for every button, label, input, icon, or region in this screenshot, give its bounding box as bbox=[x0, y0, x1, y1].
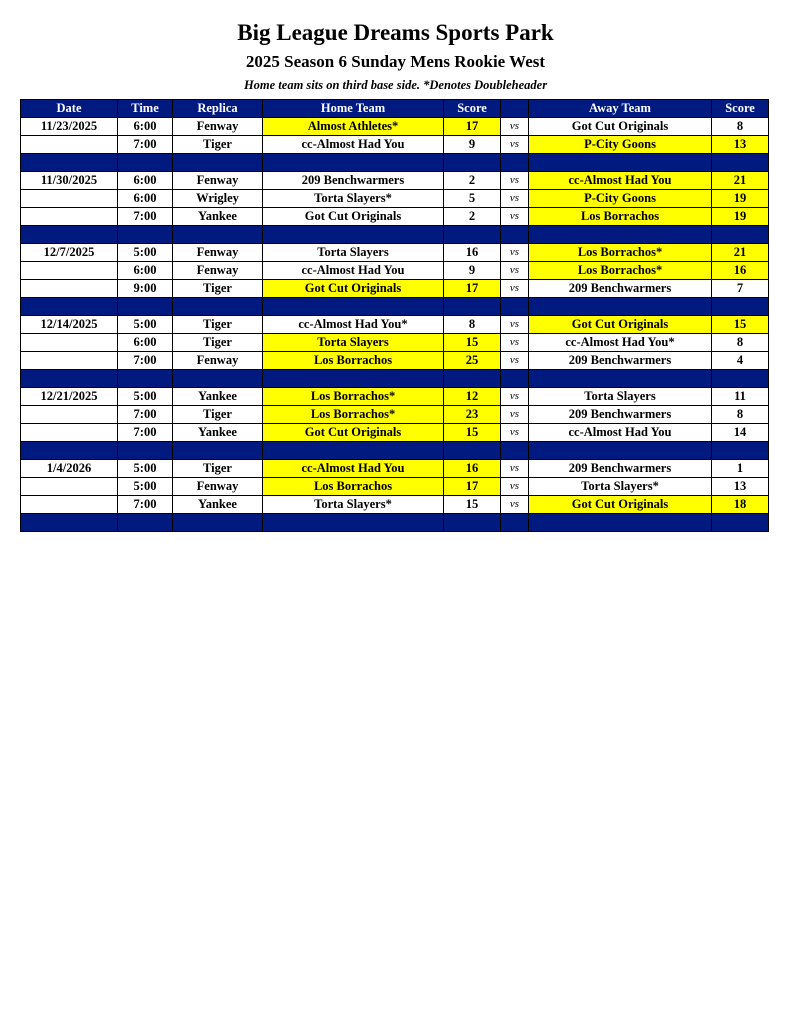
vs-label: vs bbox=[501, 460, 529, 478]
game-time: 5:00 bbox=[118, 388, 173, 406]
col-header-away-team: Away Team bbox=[529, 100, 712, 118]
away-team: Los Borrachos* bbox=[529, 244, 712, 262]
game-row bbox=[21, 352, 769, 370]
home-team: Torta Slayers bbox=[263, 334, 444, 352]
game-date: 1/4/2026 bbox=[21, 460, 118, 478]
home-score: 16 bbox=[444, 460, 501, 478]
away-score: 19 bbox=[712, 190, 769, 208]
game-date bbox=[21, 352, 118, 370]
away-score: 18 bbox=[712, 496, 769, 514]
separator-cell bbox=[712, 154, 769, 172]
separator-cell bbox=[529, 226, 712, 244]
separator-cell bbox=[263, 370, 444, 388]
game-time: 6:00 bbox=[118, 172, 173, 190]
away-score: 13 bbox=[712, 478, 769, 496]
col-header-home-score: Score bbox=[444, 100, 501, 118]
game-date bbox=[21, 208, 118, 226]
game-replica: Fenway bbox=[173, 244, 263, 262]
home-team: Almost Athletes* bbox=[263, 118, 444, 136]
away-team: Torta Slayers bbox=[529, 388, 712, 406]
away-team: 209 Benchwarmers bbox=[529, 460, 712, 478]
game-row bbox=[21, 424, 769, 442]
game-row bbox=[21, 244, 769, 262]
vs-label: vs bbox=[501, 244, 529, 262]
home-score: 9 bbox=[444, 262, 501, 280]
away-score: 16 bbox=[712, 262, 769, 280]
game-replica: Fenway bbox=[173, 262, 263, 280]
home-team: cc-Almost Had You* bbox=[263, 316, 444, 334]
vs-label: vs bbox=[501, 136, 529, 154]
separator-cell bbox=[173, 514, 263, 532]
week-separator bbox=[21, 226, 769, 244]
away-score: 4 bbox=[712, 352, 769, 370]
game-replica: Tiger bbox=[173, 460, 263, 478]
game-time: 7:00 bbox=[118, 496, 173, 514]
separator-cell bbox=[118, 514, 173, 532]
game-date bbox=[21, 262, 118, 280]
away-team: Got Cut Originals bbox=[529, 496, 712, 514]
separator-cell bbox=[263, 514, 444, 532]
home-team: Los Borrachos bbox=[263, 352, 444, 370]
home-score: 17 bbox=[444, 478, 501, 496]
separator-cell bbox=[173, 226, 263, 244]
home-score: 8 bbox=[444, 316, 501, 334]
away-team: Got Cut Originals bbox=[529, 316, 712, 334]
game-row bbox=[21, 460, 769, 478]
away-team: Torta Slayers* bbox=[529, 478, 712, 496]
separator-cell bbox=[444, 298, 501, 316]
col-header-away-score: Score bbox=[712, 100, 769, 118]
separator-cell bbox=[529, 298, 712, 316]
home-score: 23 bbox=[444, 406, 501, 424]
vs-label: vs bbox=[501, 478, 529, 496]
game-date: 12/21/2025 bbox=[21, 388, 118, 406]
game-time: 7:00 bbox=[118, 424, 173, 442]
game-time: 7:00 bbox=[118, 406, 173, 424]
separator-cell bbox=[712, 514, 769, 532]
game-date bbox=[21, 280, 118, 298]
vs-label: vs bbox=[501, 352, 529, 370]
game-time: 9:00 bbox=[118, 280, 173, 298]
game-date bbox=[21, 478, 118, 496]
away-team: cc-Almost Had You bbox=[529, 172, 712, 190]
vs-label: vs bbox=[501, 280, 529, 298]
separator-cell bbox=[529, 370, 712, 388]
separator-cell bbox=[118, 154, 173, 172]
game-time: 7:00 bbox=[118, 352, 173, 370]
away-team: Got Cut Originals bbox=[529, 118, 712, 136]
game-row bbox=[21, 280, 769, 298]
away-score: 7 bbox=[712, 280, 769, 298]
separator-cell bbox=[712, 226, 769, 244]
game-date: 11/23/2025 bbox=[21, 118, 118, 136]
game-replica: Wrigley bbox=[173, 190, 263, 208]
home-team: Torta Slayers bbox=[263, 244, 444, 262]
game-row bbox=[21, 334, 769, 352]
game-replica: Fenway bbox=[173, 118, 263, 136]
col-header-time: Time bbox=[118, 100, 173, 118]
separator-cell bbox=[118, 442, 173, 460]
game-row bbox=[21, 172, 769, 190]
game-replica: Yankee bbox=[173, 388, 263, 406]
separator-cell bbox=[444, 226, 501, 244]
separator-cell bbox=[501, 514, 529, 532]
schedule-table bbox=[20, 99, 769, 532]
game-replica: Tiger bbox=[173, 316, 263, 334]
game-replica: Fenway bbox=[173, 172, 263, 190]
home-team: Torta Slayers* bbox=[263, 496, 444, 514]
game-replica: Yankee bbox=[173, 424, 263, 442]
away-team: Los Borrachos bbox=[529, 208, 712, 226]
away-team: 209 Benchwarmers bbox=[529, 352, 712, 370]
separator-cell bbox=[263, 298, 444, 316]
separator-cell bbox=[501, 154, 529, 172]
separator-cell bbox=[173, 370, 263, 388]
week-separator bbox=[21, 514, 769, 532]
separator-cell bbox=[263, 442, 444, 460]
game-row bbox=[21, 478, 769, 496]
season-subtitle: 2025 Season 6 Sunday Mens Rookie West bbox=[245, 52, 546, 71]
home-score: 25 bbox=[444, 352, 501, 370]
vs-label: vs bbox=[501, 388, 529, 406]
separator-cell bbox=[529, 154, 712, 172]
separator-cell bbox=[501, 298, 529, 316]
game-date bbox=[21, 136, 118, 154]
away-score: 13 bbox=[712, 136, 769, 154]
away-score: 21 bbox=[712, 244, 769, 262]
separator-cell bbox=[21, 442, 118, 460]
separator-cell bbox=[712, 298, 769, 316]
vs-label: vs bbox=[501, 262, 529, 280]
game-date: 11/30/2025 bbox=[21, 172, 118, 190]
away-score: 8 bbox=[712, 406, 769, 424]
home-score: 5 bbox=[444, 190, 501, 208]
separator-cell bbox=[21, 370, 118, 388]
week-separator bbox=[21, 442, 769, 460]
home-team: Got Cut Originals bbox=[263, 424, 444, 442]
game-row bbox=[21, 406, 769, 424]
game-time: 5:00 bbox=[118, 460, 173, 478]
vs-label: vs bbox=[501, 334, 529, 352]
home-score: 9 bbox=[444, 136, 501, 154]
separator-cell bbox=[263, 226, 444, 244]
game-time: 7:00 bbox=[118, 136, 173, 154]
game-row bbox=[21, 190, 769, 208]
separator-cell bbox=[444, 442, 501, 460]
game-replica: Fenway bbox=[173, 352, 263, 370]
home-team: Torta Slayers* bbox=[263, 190, 444, 208]
separator-cell bbox=[712, 442, 769, 460]
away-team: Los Borrachos* bbox=[529, 262, 712, 280]
home-team: cc-Almost Had You bbox=[263, 136, 444, 154]
separator-cell bbox=[173, 442, 263, 460]
separator-cell bbox=[444, 514, 501, 532]
game-time: 5:00 bbox=[118, 316, 173, 334]
vs-label: vs bbox=[501, 118, 529, 136]
home-team: cc-Almost Had You bbox=[263, 460, 444, 478]
separator-cell bbox=[263, 154, 444, 172]
away-score: 11 bbox=[712, 388, 769, 406]
home-score: 12 bbox=[444, 388, 501, 406]
game-replica: Tiger bbox=[173, 280, 263, 298]
separator-cell bbox=[444, 154, 501, 172]
home-score: 17 bbox=[444, 280, 501, 298]
game-row bbox=[21, 136, 769, 154]
separator-cell bbox=[501, 370, 529, 388]
game-date bbox=[21, 406, 118, 424]
game-date bbox=[21, 334, 118, 352]
game-replica: Yankee bbox=[173, 496, 263, 514]
home-team: Los Borrachos* bbox=[263, 388, 444, 406]
home-score: 15 bbox=[444, 424, 501, 442]
separator-cell bbox=[118, 370, 173, 388]
away-score: 8 bbox=[712, 118, 769, 136]
separator-cell bbox=[21, 154, 118, 172]
col-header-home-team: Home Team bbox=[263, 100, 444, 118]
home-score: 15 bbox=[444, 496, 501, 514]
game-date: 12/7/2025 bbox=[21, 244, 118, 262]
separator-cell bbox=[118, 298, 173, 316]
home-score: 15 bbox=[444, 334, 501, 352]
game-time: 6:00 bbox=[118, 190, 173, 208]
home-team: Got Cut Originals bbox=[263, 208, 444, 226]
game-row bbox=[21, 262, 769, 280]
game-row bbox=[21, 118, 769, 136]
away-team: P-City Goons bbox=[529, 136, 712, 154]
separator-cell bbox=[712, 370, 769, 388]
game-time: 7:00 bbox=[118, 208, 173, 226]
home-score: 17 bbox=[444, 118, 501, 136]
separator-cell bbox=[501, 226, 529, 244]
game-time: 6:00 bbox=[118, 262, 173, 280]
vs-label: vs bbox=[501, 208, 529, 226]
separator-cell bbox=[118, 226, 173, 244]
game-row bbox=[21, 316, 769, 334]
separator-cell bbox=[529, 514, 712, 532]
vs-label: vs bbox=[501, 172, 529, 190]
game-replica: Tiger bbox=[173, 136, 263, 154]
away-team: cc-Almost Had You* bbox=[529, 334, 712, 352]
home-team: Los Borrachos bbox=[263, 478, 444, 496]
col-header-replica: Replica bbox=[173, 100, 263, 118]
game-replica: Fenway bbox=[173, 478, 263, 496]
week-separator bbox=[21, 298, 769, 316]
game-row bbox=[21, 388, 769, 406]
header-row bbox=[21, 100, 769, 118]
away-team: cc-Almost Had You bbox=[529, 424, 712, 442]
game-date bbox=[21, 424, 118, 442]
home-team: cc-Almost Had You bbox=[263, 262, 444, 280]
separator-cell bbox=[529, 442, 712, 460]
game-time: 5:00 bbox=[118, 478, 173, 496]
col-header-date: Date bbox=[21, 100, 118, 118]
week-separator bbox=[21, 370, 769, 388]
schedule-body bbox=[21, 118, 769, 532]
game-date bbox=[21, 496, 118, 514]
away-score: 14 bbox=[712, 424, 769, 442]
vs-label: vs bbox=[501, 406, 529, 424]
vs-label: vs bbox=[501, 424, 529, 442]
separator-cell bbox=[173, 154, 263, 172]
game-time: 5:00 bbox=[118, 244, 173, 262]
away-team: 209 Benchwarmers bbox=[529, 406, 712, 424]
away-score: 19 bbox=[712, 208, 769, 226]
home-score: 2 bbox=[444, 208, 501, 226]
away-team: P-City Goons bbox=[529, 190, 712, 208]
away-score: 21 bbox=[712, 172, 769, 190]
home-team: 209 Benchwarmers bbox=[263, 172, 444, 190]
home-score: 2 bbox=[444, 172, 501, 190]
game-time: 6:00 bbox=[118, 334, 173, 352]
week-separator bbox=[21, 154, 769, 172]
game-date bbox=[21, 190, 118, 208]
game-replica: Tiger bbox=[173, 334, 263, 352]
col-header-vs bbox=[501, 100, 529, 118]
vs-label: vs bbox=[501, 496, 529, 514]
vs-label: vs bbox=[501, 190, 529, 208]
game-replica: Yankee bbox=[173, 208, 263, 226]
separator-cell bbox=[21, 514, 118, 532]
game-time: 6:00 bbox=[118, 118, 173, 136]
home-score: 16 bbox=[444, 244, 501, 262]
away-score: 1 bbox=[712, 460, 769, 478]
game-row bbox=[21, 208, 769, 226]
away-team: 209 Benchwarmers bbox=[529, 280, 712, 298]
game-date: 12/14/2025 bbox=[21, 316, 118, 334]
separator-cell bbox=[21, 298, 118, 316]
home-team: Got Cut Originals bbox=[263, 280, 444, 298]
separator-cell bbox=[501, 442, 529, 460]
away-score: 15 bbox=[712, 316, 769, 334]
separator-cell bbox=[444, 370, 501, 388]
schedule-note: Home team sits on third base side. *Denotes Doubleheader bbox=[243, 78, 548, 92]
separator-cell bbox=[173, 298, 263, 316]
game-row bbox=[21, 496, 769, 514]
vs-label: vs bbox=[501, 316, 529, 334]
away-score: 8 bbox=[712, 334, 769, 352]
page-title: Big League Dreams Sports Park bbox=[237, 20, 554, 45]
home-team: Los Borrachos* bbox=[263, 406, 444, 424]
game-replica: Tiger bbox=[173, 406, 263, 424]
separator-cell bbox=[21, 226, 118, 244]
